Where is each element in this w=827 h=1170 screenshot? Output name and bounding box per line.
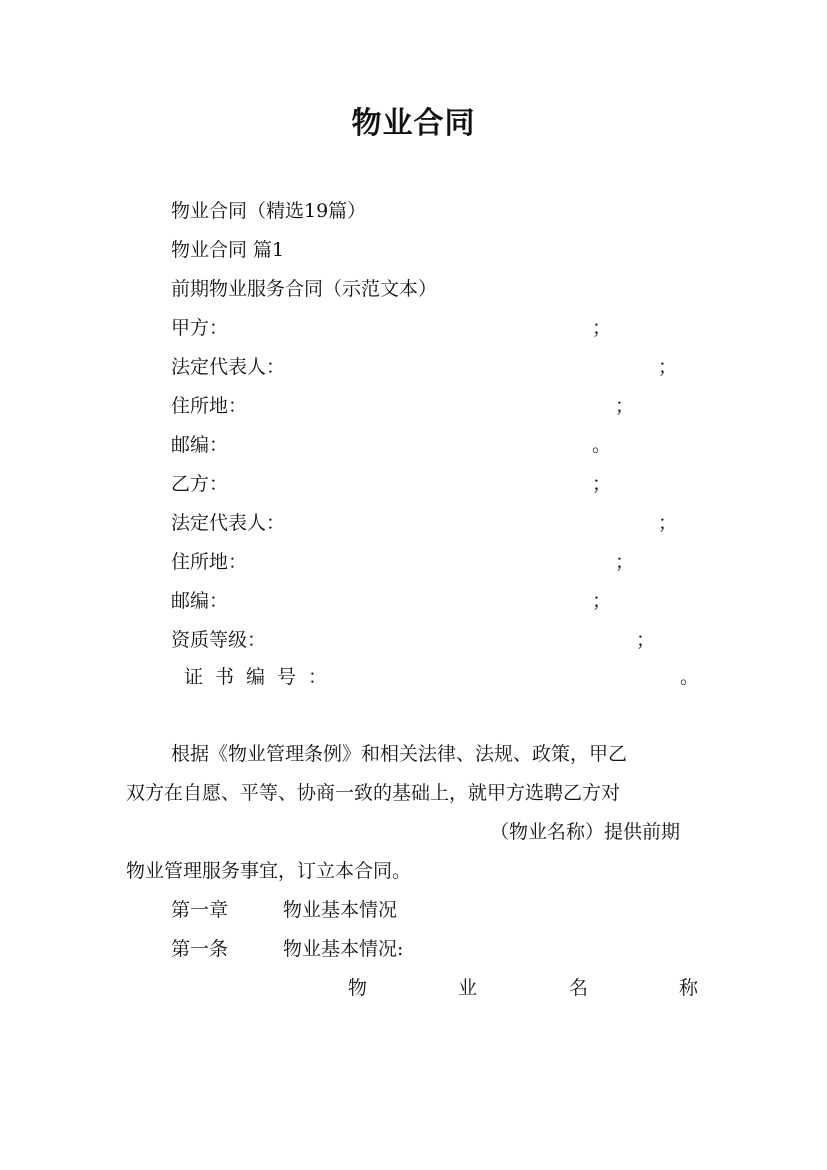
party-a-address-label: 住所地： — [171, 395, 248, 417]
party-b-rep-label: 法定代表人： — [171, 512, 286, 534]
spread-char-4: 称 — [679, 977, 699, 999]
contract-title: 前期物业服务合同（示范文本） — [171, 278, 438, 300]
intro-line-4: 物业管理服务事宜，订立本合同。 — [126, 860, 412, 882]
party-a-rep-label: 法定代表人： — [171, 356, 286, 378]
party-b-address-label: 住所地： — [171, 551, 248, 573]
intro-line-1: 根据《物业管理条例》和相关法律、法规、政策，甲乙 — [171, 743, 628, 765]
article-label: 第一条 — [171, 938, 229, 960]
collection-title: 物业合同（精选19篇） — [171, 200, 367, 222]
party-b-postcode-label: 邮编： — [171, 590, 229, 612]
party-b-rep-end-punct: ； — [658, 512, 678, 534]
qualification-end-punct: ； — [636, 629, 656, 651]
party-a-end-punct: ； — [592, 317, 612, 339]
spread-char-2: 业 — [458, 977, 478, 999]
intro-line-2: 双方在自愿、平等、协商一致的基础上，就甲方选聘乙方对 — [126, 782, 621, 804]
party-b-end-punct: ； — [592, 473, 612, 495]
party-b-postcode-end-punct: ； — [592, 590, 612, 612]
party-a-address-end-punct: ； — [615, 395, 635, 417]
spread-char-3: 名 — [569, 977, 589, 999]
certificate-number-label: 证书编号： — [184, 666, 340, 688]
party-a-rep-end-punct: ； — [658, 356, 678, 378]
spread-char-1: 物 — [348, 977, 368, 999]
chapter-name: 物业基本情况 — [283, 899, 398, 921]
qualification-label: 资质等级： — [171, 629, 267, 651]
article-name: 物业基本情况: — [283, 938, 404, 960]
certificate-number-end-punct: 。 — [680, 666, 700, 688]
intro-line-3: （物业名称）提供前期 — [490, 821, 681, 843]
party-a-postcode-end-punct: 。 — [592, 434, 612, 456]
chapter-label: 第一章 — [171, 899, 229, 921]
party-a-postcode-label: 邮编： — [171, 434, 229, 456]
document-title: 物业合同 — [351, 106, 476, 141]
party-b-label: 乙方： — [171, 473, 229, 495]
party-a-label: 甲方： — [171, 317, 229, 339]
part-title: 物业合同 篇1 — [171, 239, 285, 261]
party-b-address-end-punct: ； — [615, 551, 635, 573]
